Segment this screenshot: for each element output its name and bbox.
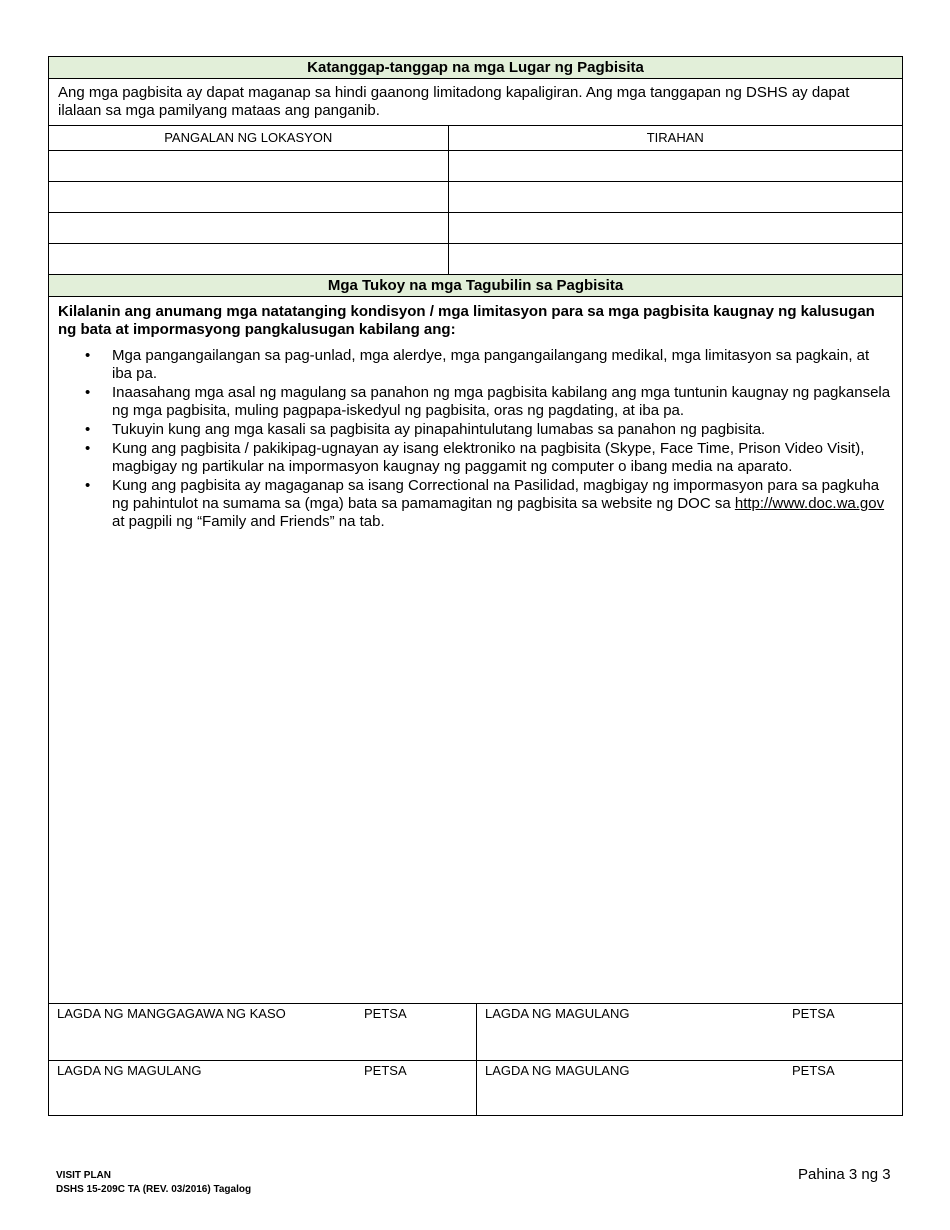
list-item: • Inaasahang mga asal ng magulang sa panahon ng mga pagbisita kabilang ang mga tuntunin kaugnay ng pagkansela ng mga pagbisita, muling pagpapa-iskedyul ng pagbisita, oras ng pagdating, at iba pa.: [112, 384, 893, 420]
address-field[interactable]: [448, 212, 902, 243]
table-row: [49, 212, 902, 243]
list-item: • Mga pangangailangan sa pag-unlad, mga alerdye, mga pangangailangang medikal, mga limitasyon sa pagkain, at iba pa.: [112, 347, 893, 383]
form-name: VISIT PLAN: [56, 1170, 112, 1181]
location-name-field[interactable]: [49, 150, 448, 181]
section-header-visit-locations: Katanggap-tanggap na mga Lugar ng Pagbisita: [49, 57, 902, 79]
signature-row: [49, 1004, 902, 1060]
location-name-field[interactable]: [49, 243, 448, 274]
location-name-field[interactable]: [49, 181, 448, 212]
parent-signature-label: LAGDA NG MAGULANG: [485, 1063, 630, 1078]
form-footer: [56, 1169, 251, 1197]
visit-locations-intro: Ang mga pagbisita ay dapat maganap sa hindi gaanong limitadong kapaligiran. Ang mga tanggapan ng DSHS ay dapat ilalaan sa mga pamilyang mataas ang panganib.: [49, 79, 902, 126]
column-header-location: PANGALAN NG LOKASYON: [49, 126, 448, 150]
address-field[interactable]: [448, 181, 902, 212]
parent-signature-field[interactable]: [476, 1061, 902, 1116]
table-row: [49, 181, 902, 212]
doc-website-link[interactable]: http://www.doc.wa.gov: [734, 494, 885, 512]
list-item: • Tukuyin kung ang mga kasali sa pagbisita ay pinapahintulutang lumabas sa panahon ng pagbisita.: [112, 421, 893, 439]
date-label: PETSA: [792, 1006, 835, 1021]
instructions-list: [58, 347, 893, 531]
date-label: PETSA: [792, 1063, 835, 1078]
signature-row: [49, 1060, 902, 1116]
instructions-lead: Kilalanin ang anumang mga natatanging kondisyon / mga limitasyon para sa mga pagbisita kaugnay ng kalusugan ng bata at impormasyong pangkalusugan kabilang ang:: [58, 302, 875, 338]
visit-locations-table: [49, 126, 902, 275]
parent-signature-field[interactable]: [49, 1061, 476, 1116]
section-header-visit-instructions: Mga Tukoy na mga Tagubilin sa Pagbisita: [49, 275, 902, 297]
list-item: [112, 477, 893, 531]
date-label: PETSA: [364, 1006, 407, 1021]
visit-instructions-field[interactable]: [49, 297, 902, 531]
address-field[interactable]: [448, 243, 902, 274]
location-name-field[interactable]: [49, 212, 448, 243]
visit-plan-form: [48, 56, 903, 1116]
date-label: PETSA: [364, 1063, 407, 1078]
column-header-address: TIRAHAN: [448, 126, 902, 150]
signature-block: [49, 1003, 902, 1116]
address-field[interactable]: [448, 150, 902, 181]
parent-signature-field[interactable]: [476, 1004, 902, 1060]
table-row: [49, 243, 902, 274]
list-item-text: Kung ang pagbisita ay magaganap sa isang Correctional na Pasilidad, magbigay ng impormasyon para sa pagkuha ng pahintulot na sumama sa (mga) bata sa pamamagitan ng pagbisita sa website ng DOC sa: [112, 476, 880, 512]
parent-signature-label: LAGDA NG MAGULANG: [485, 1006, 630, 1021]
form-id: DSHS 15-209C TA (REV. 03/2016) Tagalog: [56, 1184, 252, 1195]
list-item: • Kung ang pagbisita / pakikipag-ugnayan ay isang elektroniko na pagbisita (Skype, Face Time, Prison Video Visit), magbigay ng partikular na impormasyon kaugnay ng paggamit ng computer o ibang media na aparato.: [112, 440, 893, 476]
page-number: Pahina 3 ng 3: [798, 1166, 891, 1183]
caseworker-signature-label: LAGDA NG MANGGAGAWA NG KASO: [57, 1006, 286, 1021]
table-row: [49, 150, 902, 181]
list-item-text: at pagpili ng “Family and Friends” na tab.: [112, 512, 385, 530]
table-header-row: [49, 126, 902, 150]
caseworker-signature-field[interactable]: [49, 1004, 476, 1060]
parent-signature-label: LAGDA NG MAGULANG: [57, 1063, 202, 1078]
